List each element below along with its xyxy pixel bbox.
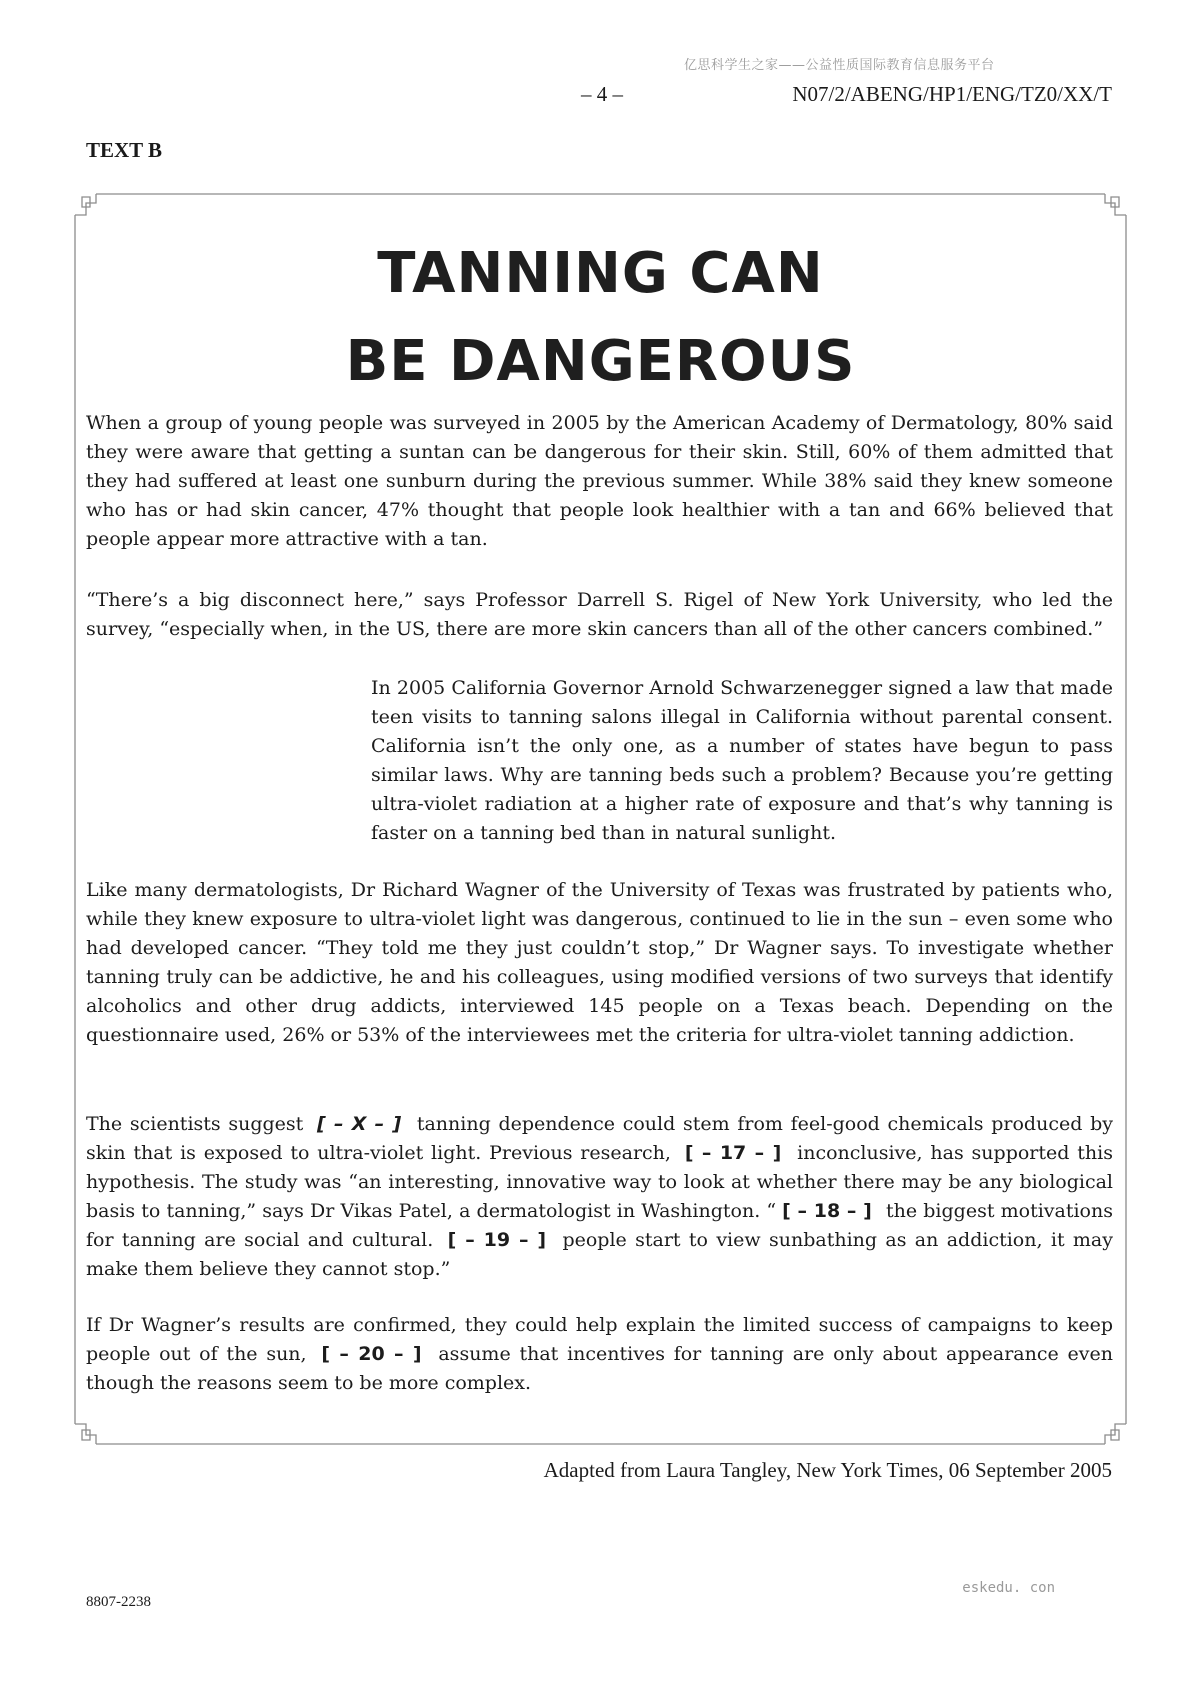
title-line-2: BE DANGEROUS [345, 329, 856, 394]
gap-x-blank: [ – X – ] [317, 1113, 402, 1135]
paragraph-5-text [86, 1110, 1113, 1284]
paragraph-6-text [86, 1311, 1113, 1398]
paragraph-1 [86, 409, 1113, 554]
paragraph-5 [86, 1110, 1113, 1284]
paragraph-2 [86, 586, 1113, 644]
paragraph-4-text: Like many dermatologists, Dr Richard Wagner of the University of Texas was frustrated by patients who, while they knew exposure to ultra-violet light was dangerous, continued to lie in the sun – even some who had developed cancer. “They told me they just couldn’t stop,” Dr Wagner says. To investigate whether tanning truly can be addictive, he and his colleagues, using modified versions of two surveys that identify alcoholics and other drug addicts, interviewed 145 people on a Texas beach. Depending on the questionnaire used, 26% or 53% of the interviewees met the criteria for ultra-violet tanning addiction. [86, 879, 1113, 1046]
gap-20-blank: [ – 20 – ] [321, 1343, 422, 1365]
section-label: TEXT B [86, 138, 163, 162]
paragraph-1-text: When a group of young people was surveyed in 2005 by the American Academy of Dermatology, 80% said they were aware that getting a suntan can be dangerous for their skin. Still, 60% of them admitted that they had suffered at least one sunburn during the previous summer. While 38% said they knew someone who has or had skin cancer, 47% thought that people look healthier with a tan and 66% believed that people appear more attractive with a tan. [86, 412, 1113, 550]
paragraph-4 [86, 876, 1113, 1050]
exam-code: N07/2/ABENG/HP1/ENG/TZ0/XX/T [792, 82, 1112, 106]
p5-segment-3: inconclusive, has supported this hypothesis. The study was “an interesting, innovative way to look at whether there may be any biological basis to tanning,” says Dr Vikas Patel, a dermatologist in Washington. “ [86, 1142, 1113, 1222]
p5-segment-1: The scientists suggest [86, 1113, 304, 1135]
gap-17-blank: [ – 17 – ] [684, 1142, 782, 1164]
watermark-top: 亿思科学生之家——公益性质国际教育信息服务平台 [684, 58, 995, 73]
p6-segment-2: assume that incentives for tanning are only about appearance even though the reasons seem to be more complex. [86, 1343, 1113, 1394]
paragraph-3 [371, 674, 1113, 848]
p5-segment-2: tanning dependence could stem from feel-good chemicals produced by skin that is exposed to ultra-violet light. Previous research, [86, 1113, 1113, 1164]
footer-site-watermark: eskedu. con [962, 1580, 1055, 1596]
gap-18-blank: [ – 18 – ] [782, 1200, 872, 1222]
p5-segment-4: the biggest motivations for tanning are social and cultural. [86, 1200, 1113, 1251]
source-citation: Adapted from Laura Tangley, New York Times, 06 September 2005 [543, 1458, 1112, 1482]
title-line-1: TANNING CAN [377, 241, 824, 306]
p5-segment-5: people start to view sunbathing as an addiction, it may make them believe they cannot stop.” [86, 1229, 1113, 1280]
paragraph-2-text: “There’s a big disconnect here,” says Professor Darrell S. Rigel of New York University, who led the survey, “especially when, in the US, there are more skin cancers than all of the other cancers combined.” [86, 589, 1113, 640]
paragraph-6 [86, 1311, 1113, 1398]
article-title [74, 230, 1127, 406]
paragraph-3-text: In 2005 California Governor Arnold Schwarzenegger signed a law that made teen visits to tanning salons illegal in California without parental consent. California isn’t the only one, as a number of states have begun to pass similar laws. Why are tanning beds such a problem? Because you’re getting ultra-violet radiation at a higher rate of exposure and that’s why tanning is faster on a tanning bed than in natural sunlight. [371, 677, 1113, 844]
p6-segment-1: If Dr Wagner’s results are confirmed, they could help explain the limited success of campaigns to keep people out of the sun, [86, 1314, 1113, 1365]
gap-19-blank: [ – 19 – ] [447, 1229, 547, 1251]
footer-code: 8807-2238 [86, 1594, 151, 1610]
page-number: – 4 – [581, 82, 623, 106]
